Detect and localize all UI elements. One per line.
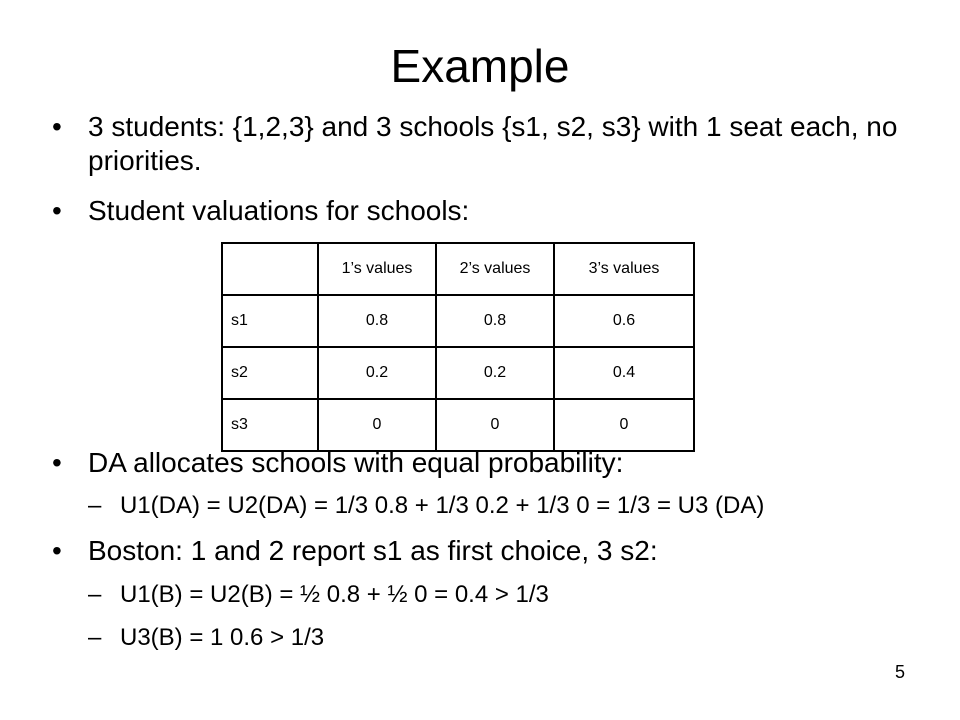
bullet-students-schools <box>52 110 932 178</box>
bullet-text: 3 students: {1,2,3} and 3 schools {s1, s2, s3} with 1 seat each, no priorities. <box>88 111 898 176</box>
table-row <box>222 399 694 451</box>
bullet-marker: • <box>52 111 62 142</box>
table-cell: 0.8 <box>436 295 554 347</box>
sub-marker: – <box>88 624 102 651</box>
table-cell: 0.2 <box>436 347 554 399</box>
table-row <box>222 347 694 399</box>
bullet-boston <box>52 534 658 568</box>
subbullet-boston-utility-1-2 <box>88 580 549 610</box>
bullet-text: DA allocates schools with equal probability: <box>88 447 624 478</box>
bullet-text: Boston: 1 and 2 report s1 as first choice, 3 s2: <box>88 535 658 566</box>
bullet-marker: • <box>52 535 62 566</box>
bullet-marker: • <box>52 195 62 226</box>
table-cell: 0 <box>436 399 554 451</box>
table-row-label: s3 <box>222 399 318 451</box>
table-cell: 0 <box>318 399 436 451</box>
bullet-text: Student valuations for schools: <box>88 195 470 226</box>
table-cell: 0.8 <box>318 295 436 347</box>
bullet-marker: • <box>52 447 62 478</box>
sub-marker: – <box>88 581 102 608</box>
table-cell: 0 <box>554 399 694 451</box>
sub-marker: – <box>88 492 102 519</box>
bullet-valuations <box>52 194 469 228</box>
table-row-label: s2 <box>222 347 318 399</box>
subbullet-text: U1(B) = U2(B) = ½ 0.8 + ½ 0 = 0.4 > 1/3 <box>120 581 549 608</box>
bullet-da-allocation <box>52 446 623 480</box>
table-cell: 0.2 <box>318 347 436 399</box>
table-row <box>222 295 694 347</box>
subbullet-boston-utility-3 <box>88 623 324 653</box>
subbullet-da-utility <box>88 491 764 521</box>
table-header-cell: 2’s values <box>436 243 554 295</box>
table-cell: 0.4 <box>554 347 694 399</box>
page-title: Example <box>390 40 570 92</box>
page-number: 5 <box>894 662 905 682</box>
table-cell: 0.6 <box>554 295 694 347</box>
table-header-cell: 1’s values <box>318 243 436 295</box>
subbullet-text: U3(B) = 1 0.6 > 1/3 <box>120 624 325 651</box>
table-corner-cell <box>222 243 318 295</box>
table-header-row <box>222 243 694 295</box>
table-row-label: s1 <box>222 295 318 347</box>
subbullet-text: U1(DA) = U2(DA) = 1/3 0.8 + 1/3 0.2 + 1/3 0 = 1/3 = U3 (DA) <box>120 492 765 519</box>
valuations-table <box>221 242 695 452</box>
table-header-cell: 3’s values <box>554 243 694 295</box>
